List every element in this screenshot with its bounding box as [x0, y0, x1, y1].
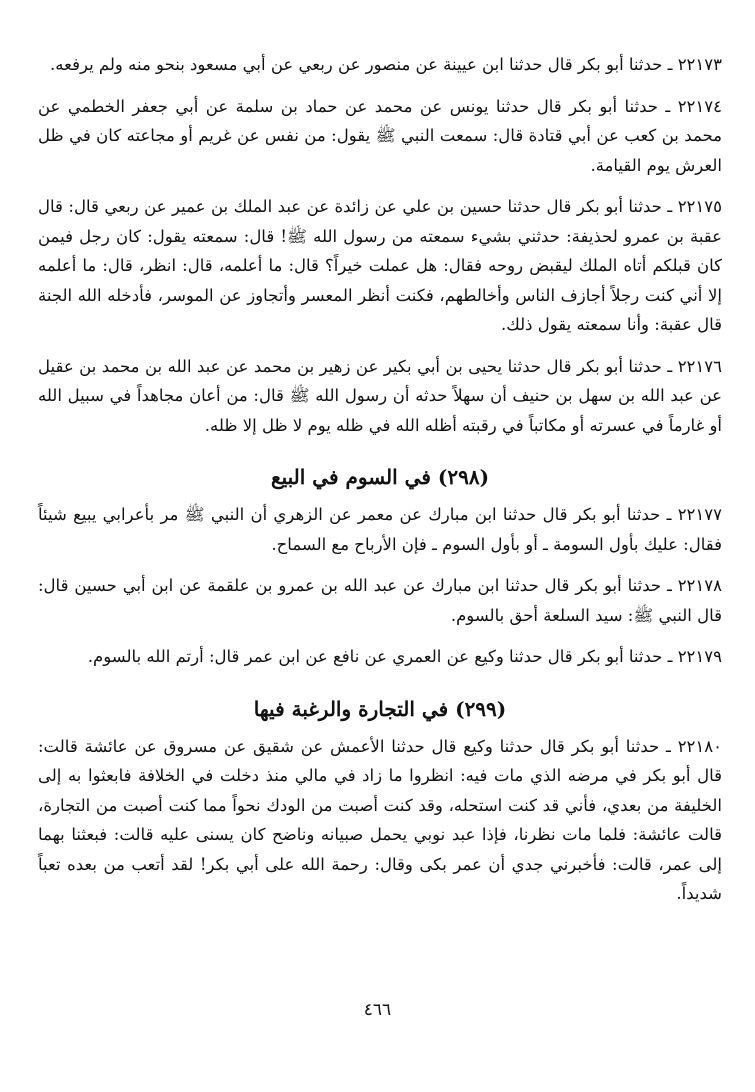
page-body: [38, 50, 722, 921]
section-299: [38, 694, 722, 909]
page-number: ٤٦٦: [363, 1000, 392, 1020]
hadith-22176: ٢٢١٧٦ ـ حدثنا أبو بكر قال حدثنا يحيى بن أبي بكير عن زهير بن محمد عن عبد الله بن محمد بن عقيل عن عبد الله بن سهل بن حنيف أن سهلاً حدثه أن رسول الله ﷺ قال: من أعان مجاهداً في سبيل الله أو غارماً في عسرته أو مكاتباً في رقبته أظله الله في ظله يوم لا ظل إلا ظله.: [38, 356, 722, 435]
section-heading-299: (٢٩٩) في التجارة والرغبة فيها: [253, 696, 507, 721]
section-1: [38, 50, 722, 440]
hadith-22175: ٢٢١٧٥ ـ حدثنا أبو بكر قال حدثنا حسين بن علي عن زائدة عن عبد الملك بن عمير عن ربعي قال: قال عقبة بن عمرو لحذيفة: حدثني بشيء سمعته من رسول الله ﷺ! قال: سمعته يقول: كان رجل فيمن كان قبلكم أتاه الملك ليقبض روحه فقال: هل عملت خيراً؟ قال: ما أعلمه، قال: انظر، قال: ما أعلمه إلا أني كنت رجلاً أجازف الناس وأخالطهم، فكنت أنظر المعسر وأتجاوز عن الموسر، فأدخله الله الجنة قال عقبة: وأنا سمعته يقول ذلك.: [38, 197, 722, 334]
hadith-22179: ٢٢١٧٩ ـ حدثنا أبو بكر قال حدثنا وكيع عن العمري عن نافع عن ابن عمر قال: أرتم الله بالسوم.: [87, 647, 722, 666]
hadith-22173: ٢٢١٧٣ ـ حدثنا أبو بكر قال حدثنا ابن عيينة عن منصور عن ربعي عن أبي مسعود بنحو منه ولم يرفعه.: [50, 55, 722, 74]
hadith-22174: ٢٢١٧٤ ـ حدثنا أبو بكر قال حدثنا يونس عن محمد عن حماد بن سلمة عن أبي جعفر الخطمي عن محمد بن كعب عن أبي قتادة قال: سمعت النبي ﷺ يقول: من نفس عن غريم أو مجاعته كان في ظل العرش يوم القيامة.: [38, 96, 722, 175]
section-heading-298: (٢٩٨) في السوم في البيع: [270, 465, 490, 489]
hadith-22180: ٢٢١٨٠ ـ حدثنا أبو بكر قال حدثنا وكيع قال حدثنا الأعمش عن شقيق عن مسروق عن عائشة قالت: قال أبو بكر في مرضه الذي مات فيه: انظروا ما زاد في مالي منذ دخلت في الخلافة فابعثوا به إلى الخليفة من بعدي، فأني قد كنت استحله، وقد كنت أصبت من الودك نحواً مما كنت أصبت من التجارة، قالت عائشة: فلما مات نظرنا، فإذا عبد نوبي يحمل صبيانه وناضح كان يسنى عليه قالت: فبعثنا بهما إلى عمر، قالت: فأخبرني جدي أن عمر بكى وقال: رحمة الله على أبي بكر! لقد أتعب من بعده تعباً شديداً.: [38, 736, 722, 903]
section-298: [38, 462, 722, 672]
hadith-22178: ٢٢١٧٨ ـ حدثنا أبو بكر قال حدثنا ابن مبارك عن عبد الله بن عمرو بن علقمة عن ابن أبي حسين قال: قال النبي ﷺ: سيد السلعة أحق بالسوم.: [38, 576, 722, 625]
hadith-22177: ٢٢١٧٧ ـ حدثنا أبو بكر قال حدثنا ابن مبارك عن معمر عن الزهري أن النبي ﷺ مر بأعرابي يبيع شيئاً فقال: عليك بأول السومة ـ أو بأول السوم ـ فإن الأرباح مع السماح.: [38, 505, 722, 554]
